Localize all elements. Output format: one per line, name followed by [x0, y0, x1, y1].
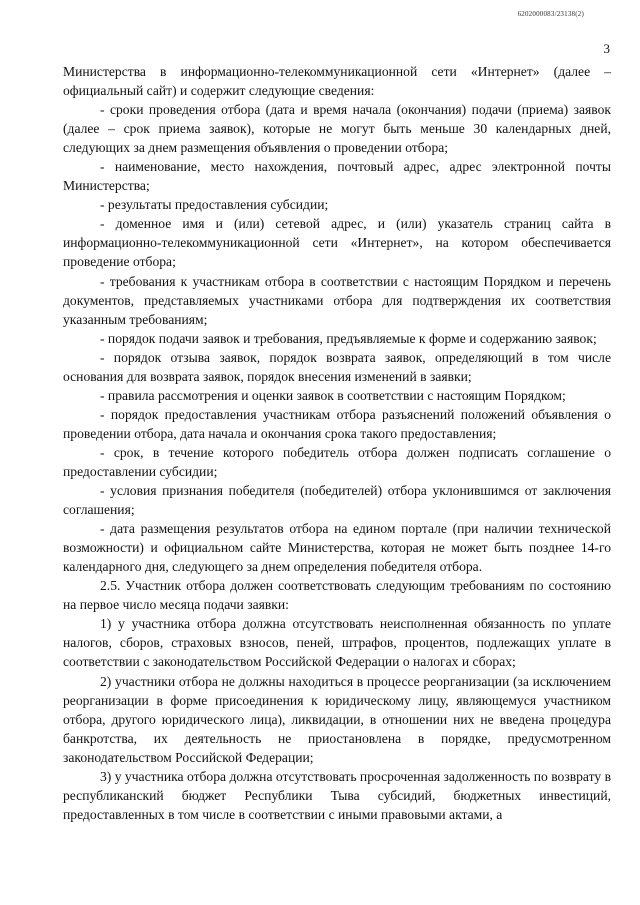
list-item-evasion-conditions: - условия признания победителя (победителей) отбора уклонившимся от заключения соглашения;: [63, 483, 611, 518]
list-item-application-procedure: - порядок подачи заявок и требования, предъявляемые к форме и содержанию заявок;: [100, 330, 597, 346]
list-item-subsidy-results: - результаты предоставления субсидии;: [100, 197, 329, 213]
document-code: 6202000083/23138(2): [517, 10, 584, 18]
list-item-review-rules: - правила рассмотрения и оценки заявок в соответствии с настоящим Порядком;: [100, 387, 566, 403]
paragraph-continuation: Министерства в информационно-телекоммуникационной сети «Интернет» (далее – официальный сайт) и содержит следующие сведения:: [63, 64, 611, 99]
document-body: [63, 62, 611, 824]
list-item-results-publication: - дата размещения результатов отбора на едином портале (при наличии технической возможности) и официальном сайте Министерства, которая не может быть позднее 14-го календарного дня, следующего за днем определения победителя отбора.: [63, 521, 611, 575]
list-item-signing-deadline: - срок, в течение которого победитель отбора должен подписать соглашение о предоставлении субсидии;: [63, 444, 611, 479]
section-2-5: 2.5. Участник отбора должен соответствовать следующим требованиям по состоянию на первое число месяца подачи заявки:: [63, 578, 611, 613]
list-item-withdrawal-procedure: - порядок отзыва заявок, порядок возврата заявок, определяющий в том числе основания для возврата заявок, порядок внесения изменений в заявки;: [63, 349, 611, 384]
list-item-clarification-procedure: - порядок предоставления участникам отбора разъяснений положений объявления о проведении отбора, дата начала и окончания срока такого предоставления;: [63, 406, 611, 441]
list-item-deadlines: - сроки проведения отбора (дата и время начала (окончания) подачи (приема) заявок (далее – срок приема заявок), которые не могут быть меньше 30 календарных дней, следующих за днем размещения объявления о проведении отбора;: [63, 102, 611, 156]
page-number: 3: [603, 41, 610, 56]
list-item-domain-name: - доменное имя и (или) сетевой адрес, и (или) указатель страниц сайта в информационно-телекоммуникационной сети «Интернет», на котором обеспечивается проведение отбора;: [63, 216, 611, 270]
list-item-participant-requirements: - требования к участникам отбора в соответствии с настоящим Порядком и перечень документов, представляемых участниками отбора для подтверждения их соответствия указанным требованиям;: [63, 273, 611, 327]
requirement-3: 3) у участника отбора должна отсутствовать просроченная задолженность по возврату в республиканский бюджет Республики Тыва субсидий, бюджетных инвестиций, предоставленных в том числе в соответствии с иными правовыми актами, а: [63, 768, 611, 822]
requirement-2: 2) участники отбора не должны находиться в процессе реорганизации (за исключением реорганизации в форме присоединения к юридическому лицу, являющемуся участником отбора, другого юридического лица), ликвидации, в отношении них не введена процедура банкротства, их деятельность не приостановлена в порядке, предусмотренном законодательством Российской Федерации;: [63, 673, 611, 765]
requirement-1: 1) у участника отбора должна отсутствовать неисполненная обязанность по уплате налогов, сборов, страховых взносов, пеней, штрафов, процентов, подлежащих уплате в соответствии с законодательством Российской Федерации о налогах и сборах;: [63, 616, 611, 670]
list-item-ministry-address: - наименование, место нахождения, почтовый адрес, адрес электронной почты Министерства;: [63, 159, 611, 194]
